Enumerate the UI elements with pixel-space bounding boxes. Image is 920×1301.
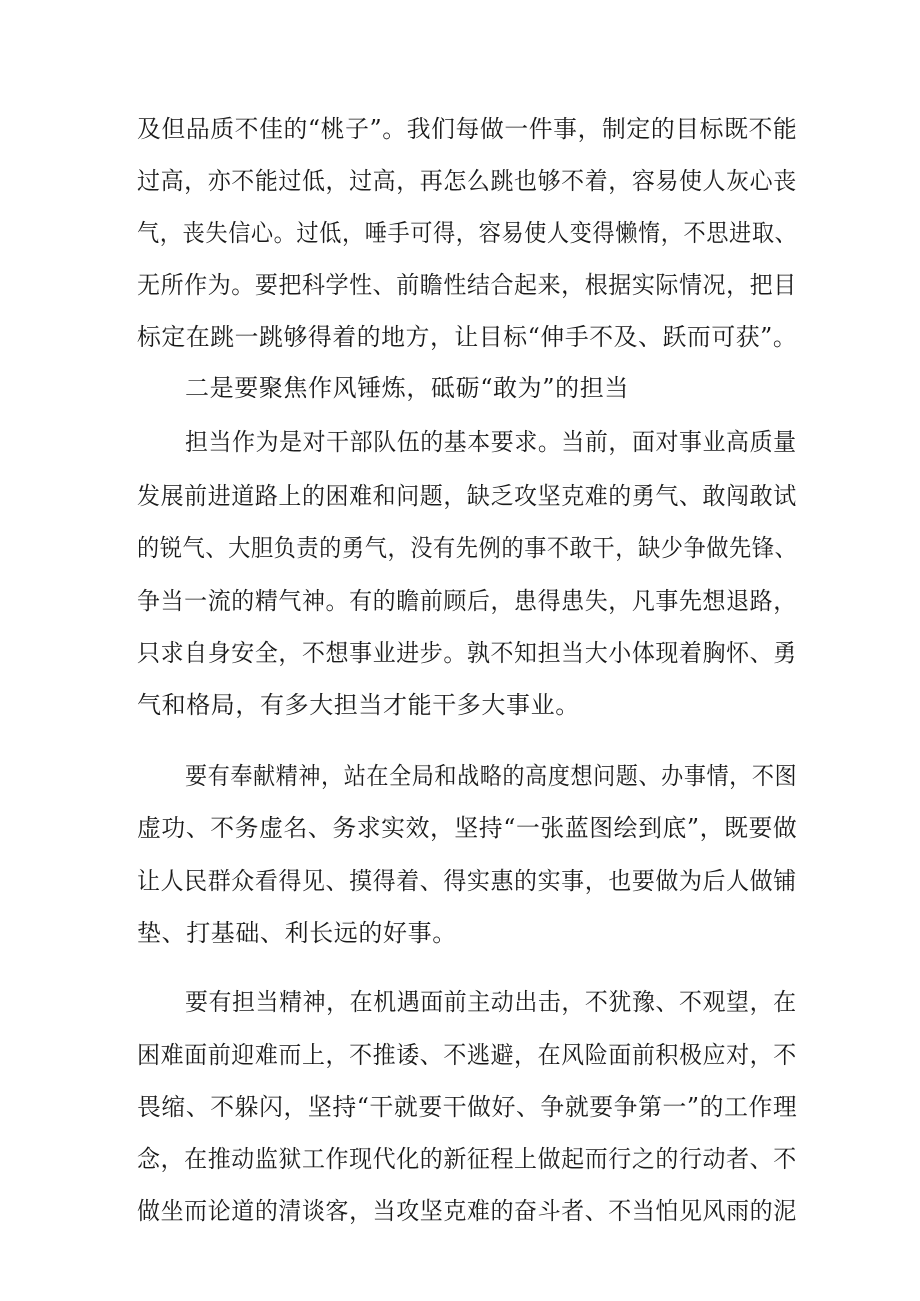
text-line: 虚功、不务虚名、务求实效，坚持“一张蓝图绘到底”，既要做	[137, 814, 798, 842]
text-line: 争当一流的精气神。有的瞻前顾后，患得患失，凡事先想退路，	[137, 587, 797, 615]
text-line: 及但品质不佳的“桃子”。我们每做一件事，制定的目标既不能	[137, 115, 798, 143]
text-line: 做坐而论道的清谈客，当攻坚克难的奋斗者、不当怕见风雨的泥	[137, 1197, 797, 1225]
text-line: 标定在跳一跳够得着的地方，让目标“伸手不及、跃而可获”。	[137, 323, 798, 351]
text-line: 发展前进道路上的困难和问题，缺乏攻坚克难的勇气、敢闯敢试	[137, 482, 797, 510]
text-line: 要有担当精神，在机遇面前主动出击，不犹豫、不观望，在	[185, 988, 797, 1016]
text-line: 气，丧失信心。过低，唾手可得，容易使人变得懒惰，不思进取、	[137, 219, 798, 247]
text-line: 的锐气、大胆负责的勇气，没有先例的事不敢干，缺少争做先锋、	[137, 534, 798, 562]
text-line: 只求自身安全，不想事业进步。孰不知担当大小体现着胸怀、勇	[137, 639, 797, 667]
text-line: 无所作为。要把科学性、前瞻性结合起来，根据实际情况，把目	[137, 271, 797, 299]
text-line: 气和格局，有多大担当才能干多大事业。	[137, 691, 580, 719]
text-line: 畏缩、不躲闪，坚持“干就要干做好、争就要争第一”的工作理	[137, 1093, 798, 1121]
text-line: 担当作为是对干部队伍的基本要求。当前，面对事业高质量	[185, 428, 797, 456]
text-line: 让人民群众看得见、摸得着、得实惠的实事，也要做为后人做铺	[137, 867, 797, 895]
text-line: 要有奉献精神，站在全局和战略的高度想问题、办事情，不图	[185, 762, 798, 790]
text-line: 念，在推动监狱工作现代化的新征程上做起而行之的行动者、不	[137, 1145, 797, 1173]
text-line: 过高，亦不能过低，过高，再怎么跳也够不着，容易使人灰心丧	[137, 167, 797, 195]
text-line: 垫、打基础、利长远的好事。	[137, 919, 457, 947]
section-heading: 二是要聚焦作风锤炼，砥砺“敢为”的担当	[185, 374, 629, 402]
text-line: 困难面前迎难而上，不推诿、不逃避，在风险面前积极应对，不	[137, 1041, 797, 1069]
